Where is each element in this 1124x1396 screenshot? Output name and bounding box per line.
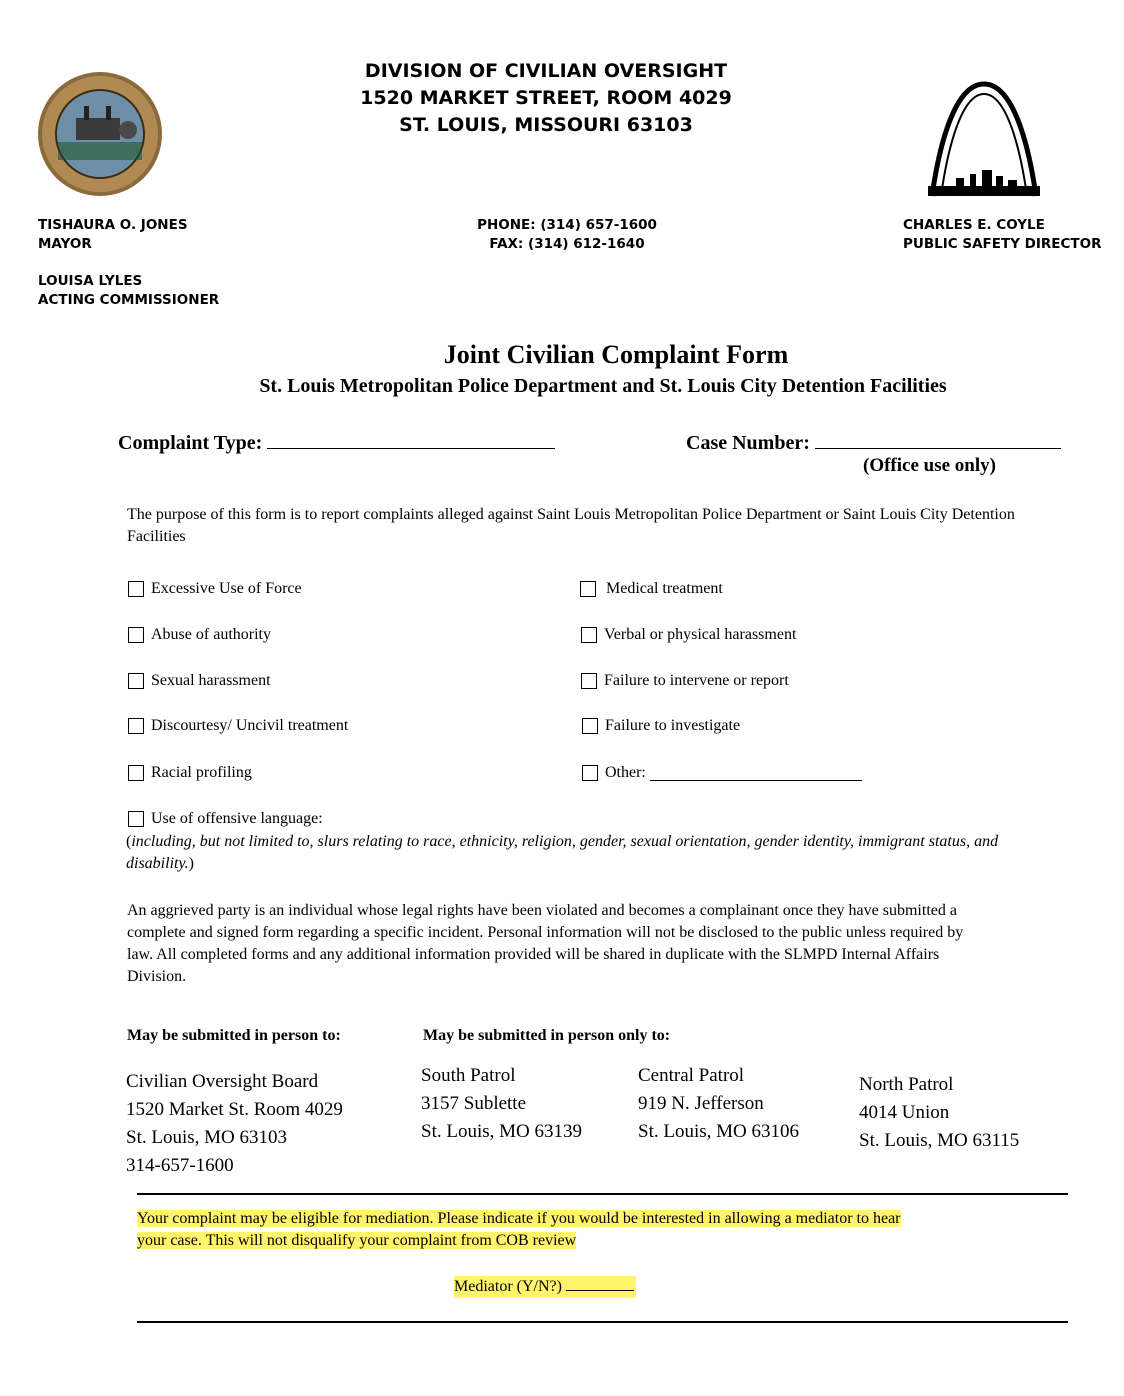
- org-street: 1520 MARKET STREET, ROOM 4029: [360, 87, 732, 109]
- checkbox-label: Abuse of authority: [151, 626, 271, 643]
- phone-number: PHONE: (314) 657-1600: [477, 217, 657, 233]
- purpose-text: The purpose of this form is to report complaints alleged against Saint Louis Metropolitan Police Department or Saint Louis City Detention Facilities: [127, 506, 1015, 545]
- checkbox-failure-investigate[interactable]: [582, 717, 740, 735]
- contact-block: [462, 216, 672, 254]
- checkbox-label: Failure to investigate: [605, 717, 741, 734]
- offensive-language-note: [126, 831, 1026, 875]
- checkbox-offensive-language[interactable]: [128, 810, 323, 828]
- checkbox-label: Sexual harassment: [151, 672, 271, 689]
- address-city: St. Louis, MO 63103: [126, 1127, 287, 1148]
- checkbox-box[interactable]: [580, 581, 596, 597]
- checkbox-box[interactable]: [128, 718, 144, 734]
- city-seal-logo: [36, 70, 164, 198]
- commissioner-name: LOUISA LYLES: [38, 273, 143, 289]
- complaint-type-label: Complaint Type:: [118, 432, 263, 454]
- checkbox-label: Other:: [605, 764, 646, 781]
- note-italic-text: including, but not limited to, slurs relating to race, ethnicity, religion, gender, sexual orientation, gender identity, immigrant status, and disability.: [126, 833, 999, 872]
- checkbox-label: Medical treatment: [606, 580, 723, 597]
- address-name: North Patrol: [859, 1074, 954, 1095]
- checkbox-verbal-physical[interactable]: [581, 626, 796, 644]
- complaint-type-field[interactable]: [267, 430, 555, 449]
- checkbox-box[interactable]: [128, 581, 144, 597]
- complaint-type-row: [118, 430, 555, 455]
- checkbox-label: Verbal or physical harassment: [604, 626, 797, 643]
- note-paren-close: ): [188, 855, 194, 872]
- checkbox-sexual-harassment[interactable]: [128, 672, 271, 690]
- divider-bottom: [137, 1321, 1068, 1323]
- checkbox-other[interactable]: [582, 764, 862, 782]
- address-street: 1520 Market St. Room 4029: [126, 1099, 343, 1120]
- checkbox-box[interactable]: [582, 718, 598, 734]
- checkbox-box[interactable]: [128, 765, 144, 781]
- address-name: South Patrol: [421, 1065, 516, 1086]
- mayor-name: TISHAURA O. JONES: [38, 217, 188, 233]
- address-name: Civilian Oversight Board: [126, 1071, 319, 1092]
- checkbox-box[interactable]: [128, 673, 144, 689]
- checkbox-label: Discourtesy/ Uncivil treatment: [151, 717, 349, 734]
- gateway-arch-logo: [926, 80, 1042, 202]
- org-name: DIVISION OF CIVILIAN OVERSIGHT: [364, 60, 728, 82]
- checkbox-discourtesy[interactable]: [128, 717, 348, 735]
- address-city: St. Louis, MO 63115: [859, 1130, 1020, 1151]
- form-subtitle: St. Louis Metropolitan Police Department and St. Louis City Detention Facilities: [259, 375, 947, 397]
- checkbox-failure-intervene[interactable]: [581, 672, 789, 690]
- in-person-heading: May be submitted in person to:: [127, 1027, 341, 1044]
- case-number-label: Case Number:: [686, 432, 810, 454]
- aggrieved-paragraph: An aggrieved party is an individual whose legal rights have been violated and becomes a complainant once they have submitted a complete and signed form regarding a specific incident. Personal information will not be disclosed to the public unless required by law. All completed forms and any additional information provided will be shared in duplicate with the SLMPD Internal Affairs Division.: [127, 902, 964, 985]
- commissioner-title: ACTING COMMISSIONER: [38, 292, 220, 308]
- address-name: Central Patrol: [638, 1065, 745, 1086]
- checkbox-box[interactable]: [128, 811, 144, 827]
- checkbox-box[interactable]: [128, 627, 144, 643]
- in-person-only-heading: May be submitted in person only to:: [423, 1027, 671, 1044]
- checkbox-label: Racial profiling: [151, 764, 252, 781]
- org-header: [300, 58, 792, 139]
- address-north-patrol: [859, 1071, 1019, 1155]
- address-city: St. Louis, MO 63106: [638, 1121, 799, 1142]
- address-street: 3157 Sublette: [421, 1093, 527, 1114]
- office-use-note: (Office use only): [863, 455, 996, 476]
- form-title: Joint Civilian Complaint Form: [443, 340, 789, 369]
- mediator-label: Mediator (Y/N?): [454, 1278, 562, 1295]
- checkbox-label: Excessive Use of Force: [151, 580, 302, 597]
- director-name: CHARLES E. COYLE: [903, 217, 1045, 233]
- checkbox-excessive-force[interactable]: [128, 580, 302, 598]
- checkbox-box[interactable]: [582, 765, 598, 781]
- mediation-line-1: Your complaint may be eligible for mediation. Please indicate if you would be interested in allowing a mediator to hear: [137, 1210, 901, 1227]
- mediation-notice: [137, 1208, 901, 1252]
- address-south-patrol: [421, 1062, 582, 1146]
- mayor-block: [38, 216, 188, 254]
- mediator-input[interactable]: [566, 1276, 634, 1291]
- director-block: [903, 216, 1102, 254]
- mayor-title: MAYOR: [38, 236, 92, 252]
- address-city: St. Louis, MO 63139: [421, 1121, 582, 1142]
- divider-top: [137, 1193, 1068, 1195]
- address-street: 919 N. Jefferson: [638, 1093, 764, 1114]
- mediator-field-row: [454, 1276, 636, 1298]
- director-title: PUBLIC SAFETY DIRECTOR: [903, 236, 1102, 252]
- checkbox-label: Use of offensive language:: [151, 810, 323, 827]
- checkbox-abuse-authority[interactable]: [128, 626, 271, 644]
- note-paren-open: (: [126, 833, 132, 850]
- commissioner-block: [38, 272, 219, 310]
- fax-number: FAX: (314) 612-1640: [489, 236, 645, 252]
- other-input-line[interactable]: [650, 766, 862, 781]
- case-number-field[interactable]: [815, 430, 1061, 449]
- address-phone: 314-657-1600: [126, 1155, 234, 1176]
- case-number-row: [686, 430, 1061, 455]
- checkbox-box[interactable]: [581, 673, 597, 689]
- checkbox-box[interactable]: [581, 627, 597, 643]
- address-cob: [126, 1068, 343, 1180]
- org-city: ST. LOUIS, MISSOURI 63103: [399, 114, 693, 136]
- checkbox-label: Failure to intervene or report: [604, 672, 789, 689]
- mediation-line-2: your case. This will not disqualify your complaint from COB review: [137, 1232, 577, 1249]
- address-street: 4014 Union: [859, 1102, 950, 1123]
- address-central-patrol: [638, 1062, 799, 1146]
- checkbox-medical-treatment[interactable]: [580, 580, 723, 598]
- checkbox-racial-profiling[interactable]: [128, 764, 252, 782]
